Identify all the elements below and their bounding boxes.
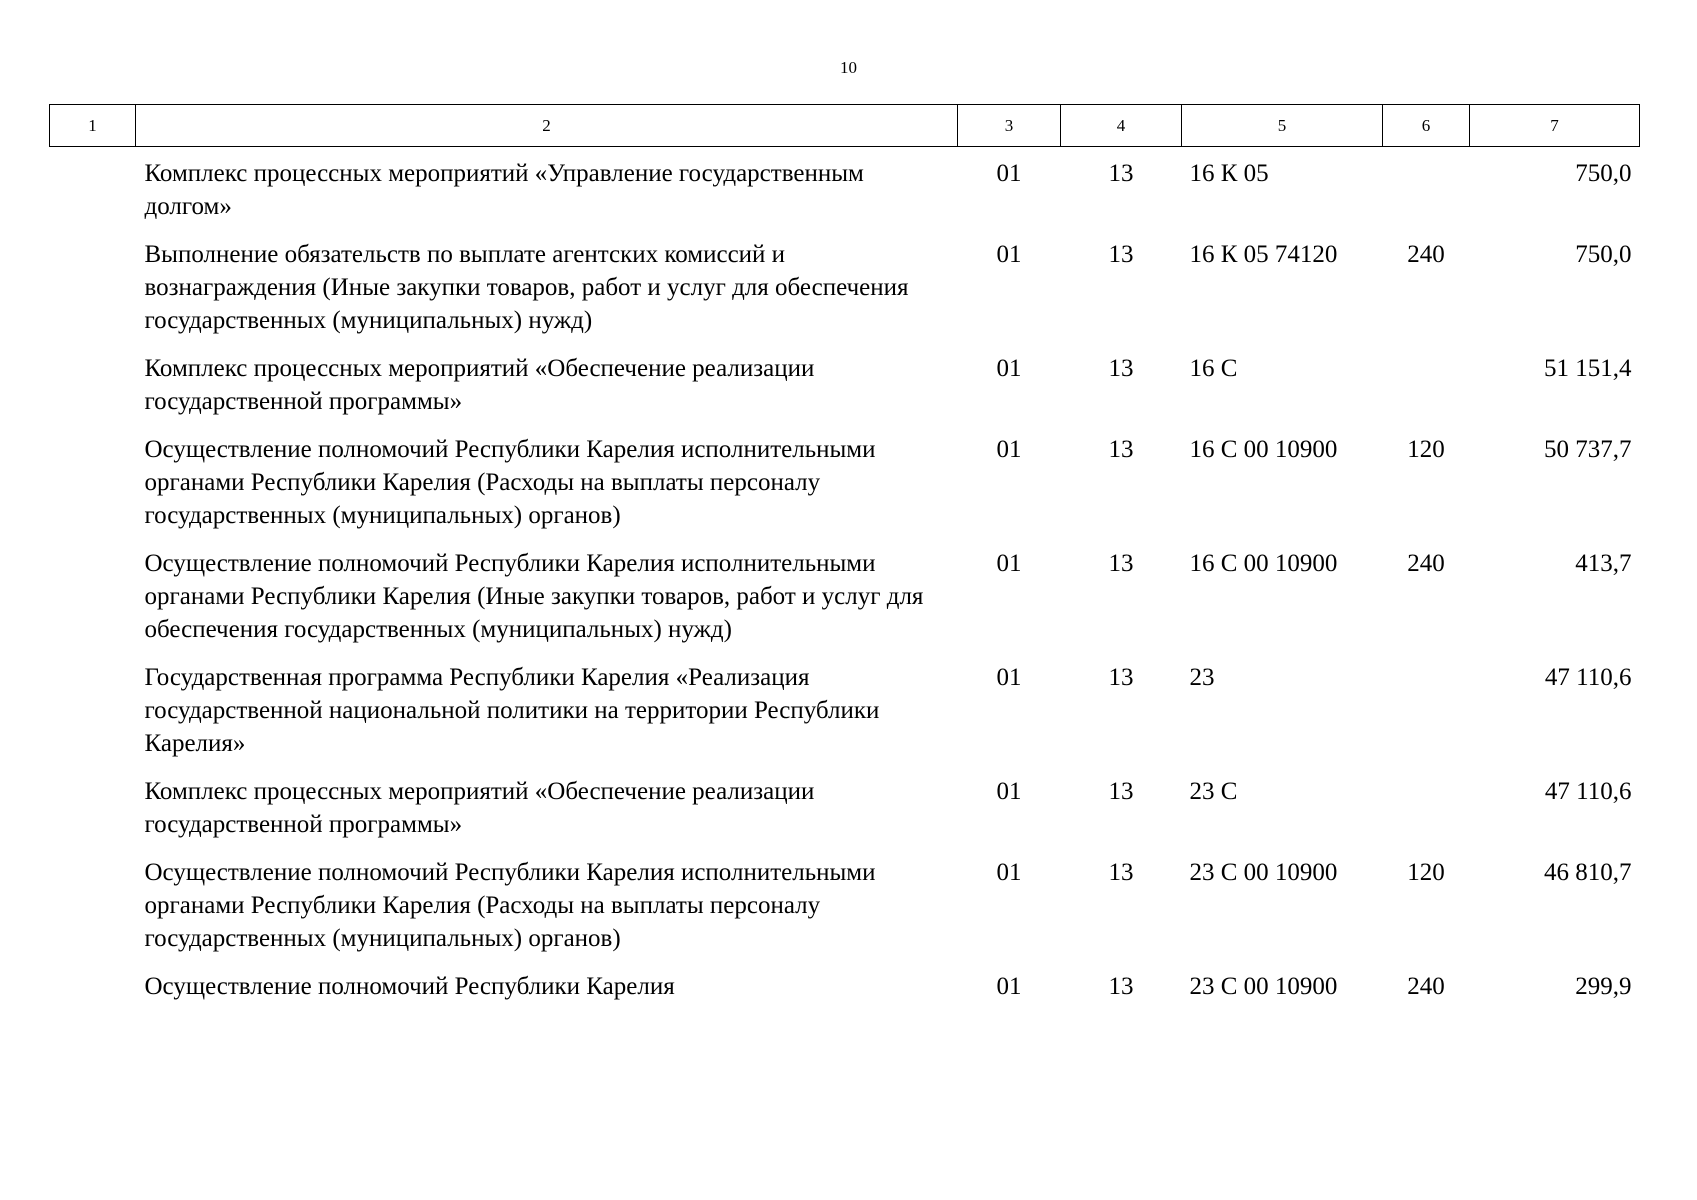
table-row [50,775,1640,856]
expense-type-code: 240 [1407,973,1445,1000]
header-col-1: 1 [50,105,136,147]
target-article-code: 23 С [1189,778,1238,805]
expense-name: Комплекс процессных мероприятий «Обеспечение реализации государственной программы» [144,778,815,838]
subsection-code: 13 [1108,778,1134,805]
table-row [50,352,1640,433]
page-number: 10 [840,58,857,77]
subsection-code: 13 [1108,973,1134,1000]
header-row [50,105,1640,147]
header-col-5: 5 [1182,105,1383,147]
expense-name: Осуществление полномочий Республики Карелия исполнительными органами Республики Карелия (Иные закупки товаров, работ и услуг для обеспечения государственных (муниципальных) нужд) [144,550,924,643]
subsection-code: 13 [1108,160,1134,187]
target-article-code: 16 С 00 10900 [1189,436,1338,463]
subsection-code: 13 [1108,355,1134,382]
amount: 413,7 [1575,550,1632,577]
expense-type-code [1383,661,1470,775]
amount: 750,0 [1575,160,1632,187]
row-number-cell [50,547,136,661]
expense-name: Государственная программа Республики Карелия «Реализация государственной национальной политики на территории Республики Карелия» [144,664,880,757]
section-code: 01 [996,859,1022,886]
table-row [50,970,1640,1018]
amount: 46 810,7 [1544,859,1632,886]
section-code: 01 [996,778,1022,805]
section-code: 01 [996,664,1022,691]
header-col-6: 6 [1383,105,1470,147]
expense-type-code [1383,775,1470,856]
amount: 50 737,7 [1544,436,1632,463]
expense-type-code [1383,147,1470,239]
expense-type-code: 120 [1407,436,1445,463]
target-article-code: 16 С [1189,355,1238,382]
target-article-code: 23 С 00 10900 [1189,973,1338,1000]
expense-name: Осуществление полномочий Республики Карелия исполнительными органами Республики Карелия (Расходы на выплаты персоналу государственных (муниципальных) органов) [144,859,876,952]
subsection-code: 13 [1108,550,1134,577]
target-article-code: 16 С 00 10900 [1189,550,1338,577]
row-number-cell [50,970,136,1018]
row-number-cell [50,856,136,970]
section-code: 01 [996,241,1022,268]
row-number-cell [50,661,136,775]
section-code: 01 [996,973,1022,1000]
header-col-7: 7 [1470,105,1640,147]
amount: 299,9 [1575,973,1632,1000]
row-number-cell [50,147,136,239]
target-article-code: 23 [1189,664,1215,691]
table-row [50,547,1640,661]
table-row [50,856,1640,970]
row-number-cell [50,775,136,856]
section-code: 01 [996,355,1022,382]
expense-name: Осуществление полномочий Республики Карелия [144,973,675,1000]
expense-name: Осуществление полномочий Республики Карелия исполнительными органами Республики Карелия (Расходы на выплаты персоналу государственных (муниципальных) органов) [144,436,876,529]
header-col-4: 4 [1061,105,1182,147]
expense-name: Комплекс процессных мероприятий «Обеспечение реализации государственной программы» [144,355,815,415]
subsection-code: 13 [1108,859,1134,886]
target-article-code: 16 К 05 [1189,160,1269,187]
row-number-cell [50,238,136,352]
amount: 47 110,6 [1544,778,1632,805]
amount: 750,0 [1575,241,1632,268]
expense-type-code: 240 [1407,550,1445,577]
expense-type-code [1383,352,1470,433]
table-header [50,105,1640,147]
expense-type-code: 240 [1407,241,1445,268]
table-row [50,433,1640,547]
table-row [50,238,1640,352]
expense-name: Выполнение обязательств по выплате агентских комиссий и вознаграждения (Иные закупки товаров, работ и услуг для обеспечения государственных (муниципальных) нужд) [144,241,909,334]
row-number-cell [50,433,136,547]
header-col-2: 2 [136,105,958,147]
header-col-3: 3 [958,105,1061,147]
expense-name: Комплекс процессных мероприятий «Управление государственным долгом» [144,160,864,220]
budget-table [49,104,1640,1018]
expense-type-code: 120 [1407,859,1445,886]
section-code: 01 [996,160,1022,187]
subsection-code: 13 [1108,436,1134,463]
target-article-code: 23 С 00 10900 [1189,859,1338,886]
row-number-cell [50,352,136,433]
section-code: 01 [996,436,1022,463]
amount: 51 151,4 [1544,355,1632,382]
target-article-code: 16 К 05 74120 [1189,241,1338,268]
subsection-code: 13 [1108,664,1134,691]
subsection-code: 13 [1108,241,1134,268]
amount: 47 110,6 [1544,664,1632,691]
table-row [50,661,1640,775]
section-code: 01 [996,550,1022,577]
table-row [50,147,1640,239]
table-body [50,147,1640,1019]
